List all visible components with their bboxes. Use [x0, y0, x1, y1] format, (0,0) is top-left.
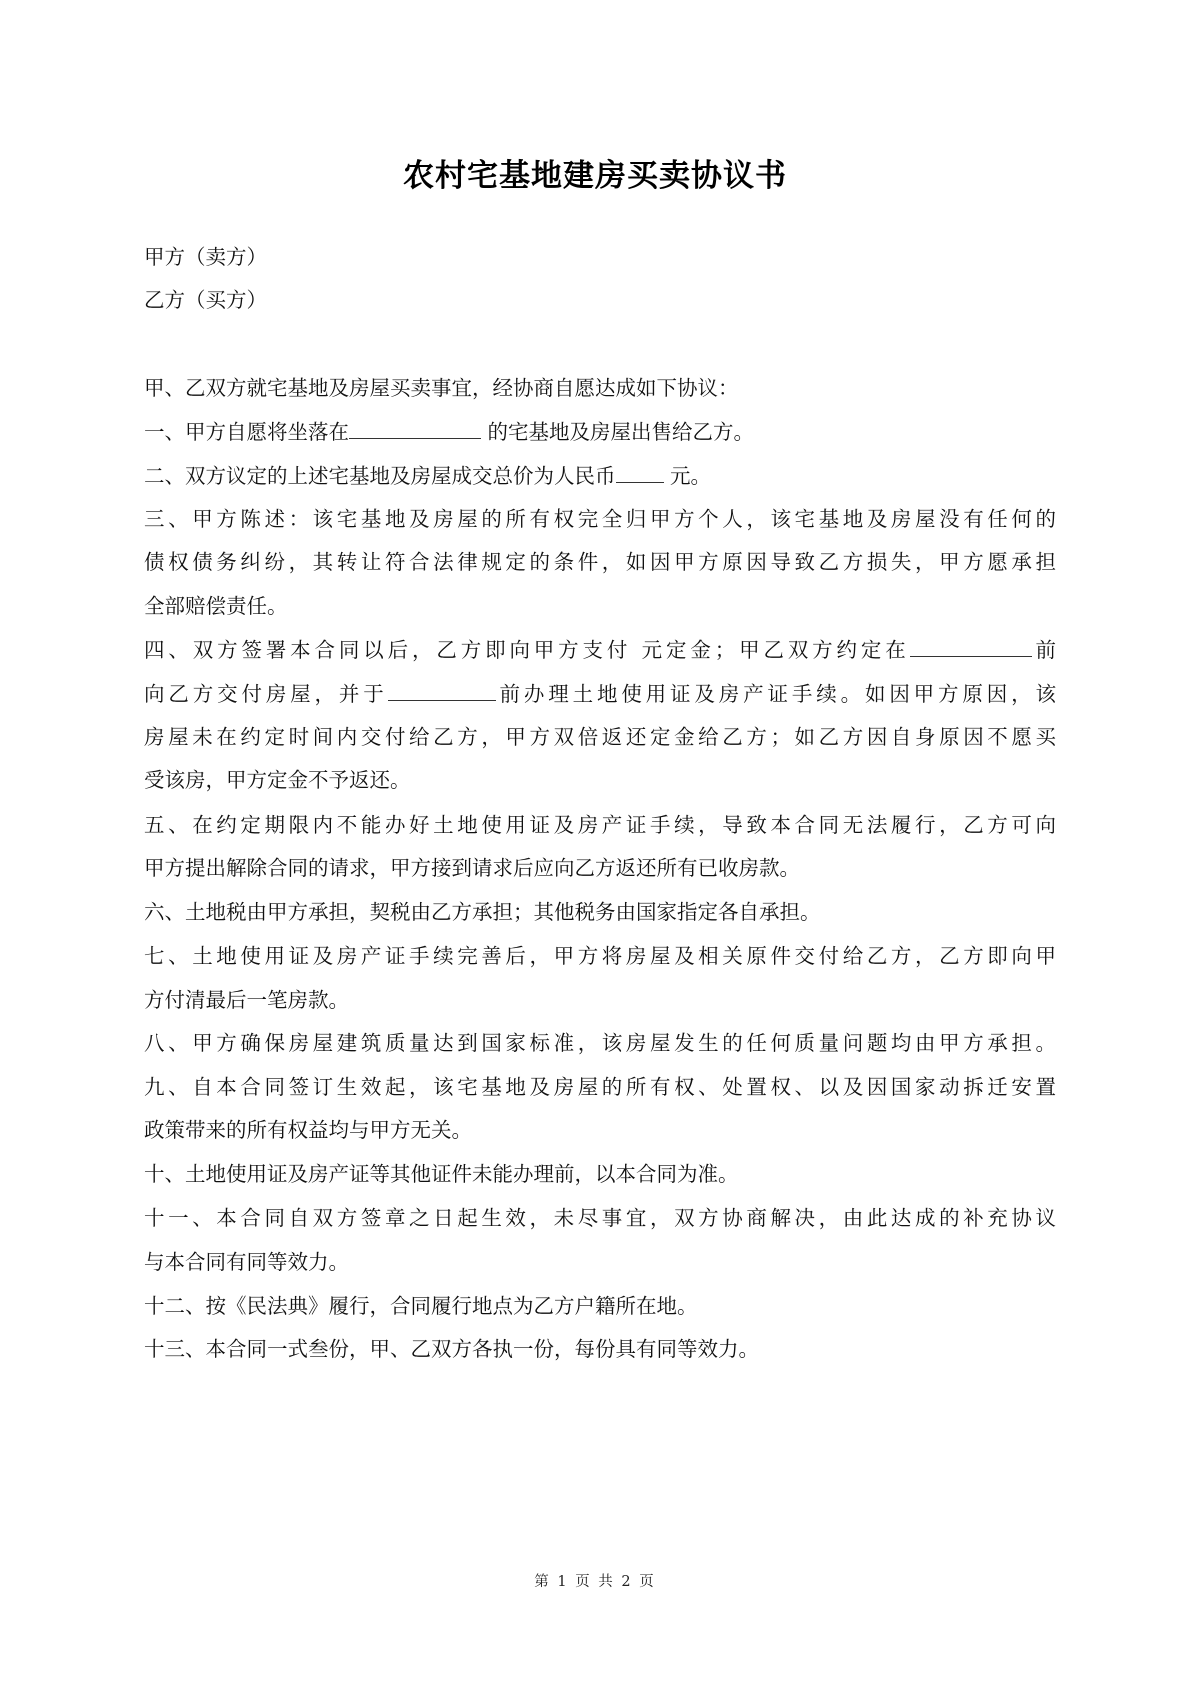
- party-a-label: 甲方（卖方）: [144, 245, 267, 269]
- intro-text: 甲、乙双方就宅基地及房屋买卖事宜，经协商自愿达成如下协议：: [144, 376, 739, 400]
- clause-4-line-2: 向乙方交付房屋，并于 前办理土地使用证及房产证手续。如因甲方原因，该: [144, 682, 1057, 706]
- delivery-date-blank[interactable]: [910, 636, 1032, 657]
- clause-3-line-2: 债权债务纠纷，其转让符合法律规定的条件，如因甲方原因导致乙方损失，甲方愿承担: [144, 550, 1056, 574]
- page-number: 第 1 页 共 2 页: [534, 1574, 656, 1590]
- clause-13: 十三、本合同一式叁份，甲、乙双方各执一份，每份具有同等效力。: [144, 1337, 759, 1361]
- clause-1: 一、甲方自愿将坐落在 的宅基地及房屋出售给乙方。: [144, 420, 755, 444]
- party-b-label: 乙方（买方）: [144, 288, 267, 312]
- clause-4-line-3: 房屋未在约定时间内交付给乙方，甲方双倍返还定金给乙方；如乙方因自身原因不愿买: [144, 725, 1056, 749]
- certificate-date-blank[interactable]: [388, 680, 496, 701]
- clause-4-line-1: 四、双方签署本合同以后，乙方即向甲方支付 元定金；甲乙双方约定在 前: [144, 638, 1057, 662]
- document-title: 农村宅基地建房买卖协议书: [403, 158, 787, 194]
- clause-11-line-1: 十一、本合同自双方签章之日起生效，未尽事宜，双方协商解决，由此达成的补充协议: [144, 1206, 1056, 1230]
- clause-9-line-2: 政策带来的所有权益均与甲方无关。: [144, 1118, 472, 1142]
- clause-3-line-1: 三、甲方陈述：该宅基地及房屋的所有权完全归甲方个人，该宅基地及房屋没有任何的: [144, 507, 1056, 531]
- clause-10: 十、土地使用证及房产证等其他证件未能办理前，以本合同为准。: [144, 1162, 739, 1186]
- clause-7-line-1: 七、土地使用证及房产证手续完善后，甲方将房屋及相关原件交付给乙方，乙方即向甲: [144, 944, 1056, 968]
- price-blank[interactable]: [616, 462, 664, 483]
- clause-2: 二、双方议定的上述宅基地及房屋成交总价为人民币 元。: [144, 464, 712, 488]
- clause-12: 十二、按《民法典》履行，合同履行地点为乙方户籍所在地。: [144, 1294, 698, 1318]
- clause-3-line-3: 全部赔偿责任。: [144, 594, 288, 618]
- clause-9-line-1: 九、自本合同签订生效起，该宅基地及房屋的所有权、处置权、以及因国家动拆迁安置: [144, 1075, 1056, 1099]
- clause-4-line-4: 受该房，甲方定金不予返还。: [144, 768, 411, 792]
- clause-11-line-2: 与本合同有同等效力。: [144, 1250, 349, 1274]
- clause-6: 六、土地税由甲方承担，契税由乙方承担；其他税务由国家指定各自承担。: [144, 900, 821, 924]
- clause-7-line-2: 方付清最后一笔房款。: [144, 988, 349, 1012]
- clause-8: 八、甲方确保房屋建筑质量达到国家标准，该房屋发生的任何质量问题均由甲方承担。: [144, 1031, 1056, 1055]
- clause-5-line-1: 五、在约定期限内不能办好土地使用证及房产证手续，导致本合同无法履行，乙方可向: [144, 813, 1056, 837]
- location-blank[interactable]: [349, 418, 481, 439]
- clause-5-line-2: 甲方提出解除合同的请求，甲方接到请求后应向乙方返还所有已收房款。: [144, 856, 800, 880]
